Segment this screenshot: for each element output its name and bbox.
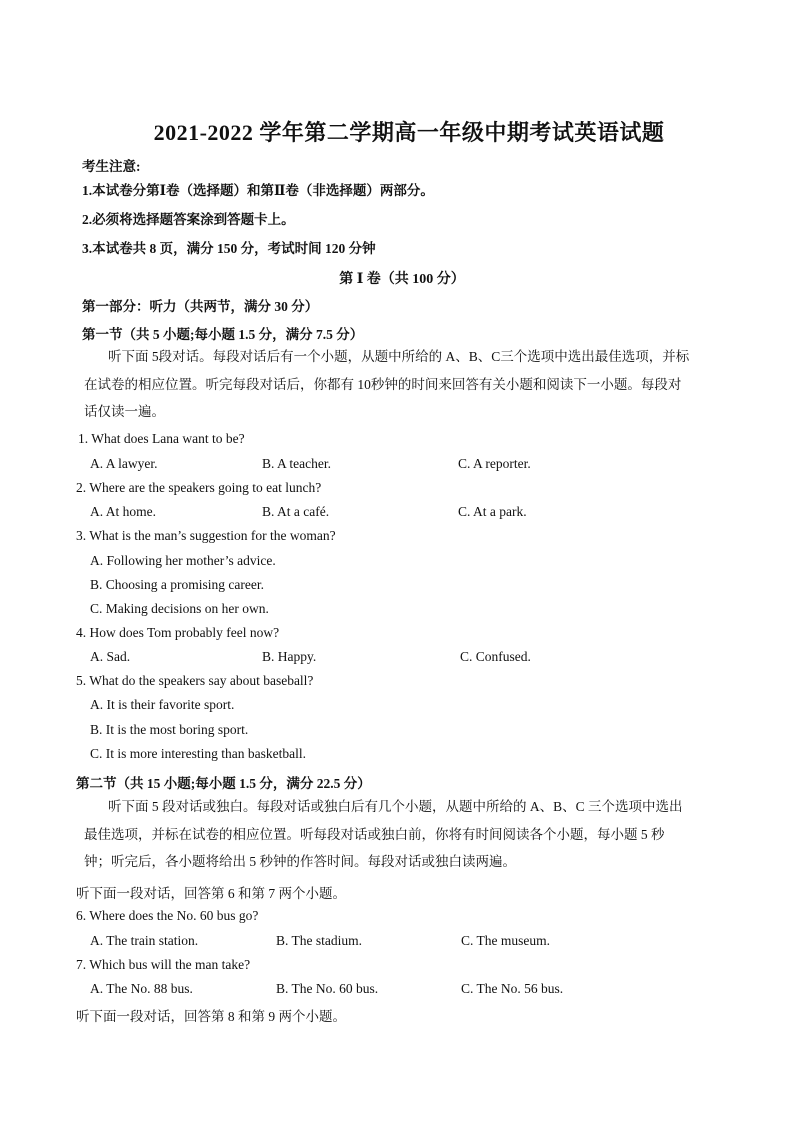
q6-option-b: B. The stadium. <box>276 933 362 948</box>
section-one-heading: 第一节（共 5 小题;每小题 1.5 分，满分 7.5 分） <box>82 327 364 342</box>
q6-option-a: A. The train station. <box>90 933 199 948</box>
notice-item-1: 1.本试卷分第Ⅰ卷（选择题）和第Ⅱ卷（非选择题）两部分。 <box>82 183 434 198</box>
question-5: 5. What do the speakers say about baseball? <box>76 673 314 688</box>
part-one-heading: 第一部分：听力（共两节，满分 30 分） <box>82 299 319 314</box>
question-2: 2. Where are the speakers going to eat lunch? <box>76 480 322 495</box>
q3-option-a: A. Following her mother’s advice. <box>90 553 276 568</box>
q7-option-a: A. The No. 88 bus. <box>90 981 193 996</box>
question-3: 3. What is the man’s suggestion for the woman? <box>76 528 336 543</box>
q7-option-c: C. The No. 56 bus. <box>461 981 564 996</box>
section-two-instruction-line-1: 听下面 5 段对话或独白。每段对话或独白后有几个小题，从题中所给的 A、B、C 三个选项中选出 <box>108 799 683 814</box>
q4-option-b: B. Happy. <box>262 649 317 664</box>
section-one-instruction-line-2: 在试卷的相应位置。听完每段对话后，你都有 10秒钟的时间来回答有关小题和阅读下一小题。每段对 <box>84 377 682 392</box>
listen-instruction-6-7: 听下面一段对话，回答第 6 和第 7 两个小题。 <box>76 886 346 901</box>
section-one-instruction-line-3: 话仅读一遍。 <box>84 404 165 419</box>
q4-option-c: C. Confused. <box>460 649 531 664</box>
question-6: 6. Where does the No. 60 bus go? <box>76 908 259 923</box>
q2-option-b: B. At a café. <box>262 504 330 519</box>
q5-option-a: A. It is their favorite sport. <box>90 697 235 712</box>
q3-option-b: B. Choosing a promising career. <box>90 577 264 592</box>
listen-instruction-8-9: 听下面一段对话，回答第 8 和第 9 两个小题。 <box>76 1009 346 1024</box>
q2-option-c: C. At a park. <box>458 504 527 519</box>
question-1: 1. What does Lana want to be? <box>78 431 245 446</box>
section-two-heading: 第二节（共 15 小题;每小题 1.5 分，满分 22.5 分） <box>76 776 371 791</box>
section-one-instruction-line-1: 听下面 5段对话。每段对话后有一个小题，从题中所给的 A、B、C三个选项中选出最佳选项，并标 <box>108 349 690 364</box>
q3-option-c: C. Making decisions on her own. <box>90 601 269 616</box>
volume-one-heading: 第 Ⅰ 卷（共 100 分） <box>339 272 465 287</box>
q2-option-a: A. At home. <box>90 504 156 519</box>
q7-option-b: B. The No. 60 bus. <box>276 981 379 996</box>
question-4: 4. How does Tom probably feel now? <box>76 625 280 640</box>
notice-item-2: 2.必须将选择题答案涂到答题卡上。 <box>82 212 295 227</box>
q1-option-a: A. A lawyer. <box>90 456 158 471</box>
section-two-instruction-line-3: 钟；听完后，各小题将给出 5 秒钟的作答时间。每段对话或独白读两遍。 <box>84 854 516 869</box>
question-7: 7. Which bus will the man take? <box>76 957 251 972</box>
section-two-instruction-line-2: 最佳选项，并标在试卷的相应位置。听每段对话或独白前，你将有时间阅读各个小题，每小题 5 秒 <box>84 827 665 842</box>
exam-title: 2021-2022 学年第二学期高一年级中期考试英语试题 <box>153 120 665 145</box>
notice-heading: 考生注意: <box>82 159 141 174</box>
q4-option-a: A. Sad. <box>90 649 131 664</box>
q1-option-b: B. A teacher. <box>262 456 331 471</box>
q6-option-c: C. The museum. <box>461 933 550 948</box>
q5-option-c: C. It is more interesting than basketball. <box>90 746 306 761</box>
q5-option-b: B. It is the most boring sport. <box>90 722 249 737</box>
notice-item-3: 3.本试卷共 8 页，满分 150 分，考试时间 120 分钟 <box>82 241 376 256</box>
q1-option-c: C. A reporter. <box>458 456 531 471</box>
